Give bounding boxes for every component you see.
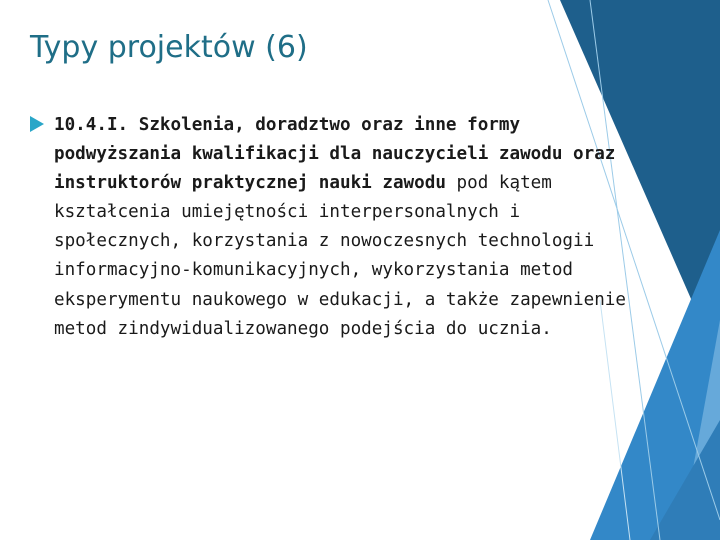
- bullet-list: [30, 111, 630, 344]
- bullet-regular-text: pod kątem kształcenia umiejętności interpersonalnych i społecznych, korzystania z nowoczesnych technologii informacyjno-komunikacyjnych, wykorzystania metod eksperymentu naukowego w edukacji, a także zapewnienie metod zindywidualizowanego podejścia do ucznia.: [54, 173, 626, 339]
- triangle-right-icon: [30, 116, 44, 132]
- slide-title: Typy projektów (6): [30, 30, 308, 65]
- bullet-bold-text: 10.4.I. Szkolenia, doradztwo oraz inne formy podwyższania kwalifikacji dla nauczycieli zawodu oraz instruktorów praktycznej nauki zawodu: [54, 115, 616, 194]
- bullet-text: [54, 111, 630, 344]
- bullet-item: [30, 111, 630, 344]
